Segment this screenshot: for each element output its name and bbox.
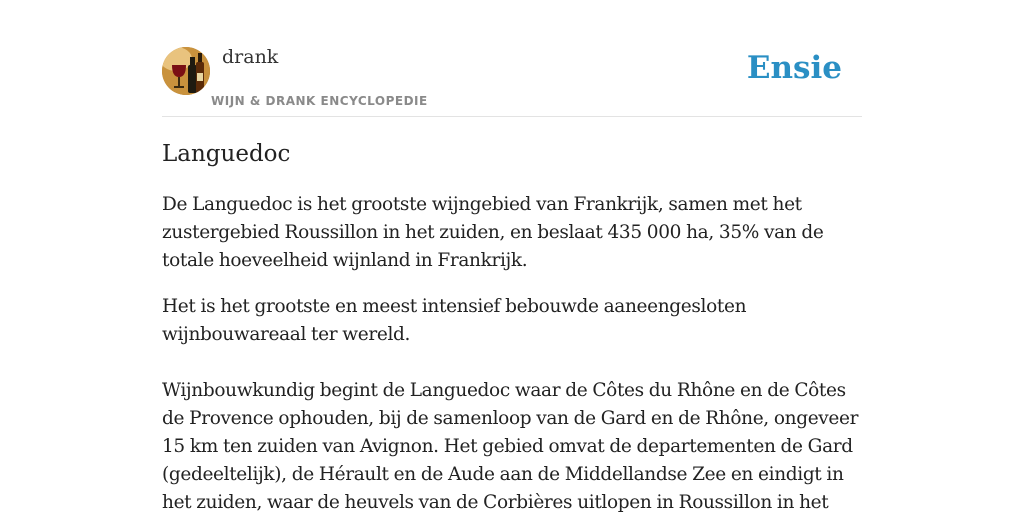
site-subtitle: WIJN & DRANK ENCYCLOPEDIE	[211, 94, 428, 108]
brand-logo-link[interactable]: Ensie	[746, 50, 842, 86]
article	[162, 138, 862, 512]
header	[162, 0, 862, 117]
wine-bottles-icon[interactable]	[162, 47, 210, 95]
article-title: Languedoc	[162, 141, 291, 167]
site-name-link[interactable]: drank	[222, 46, 279, 68]
article-paragraph: Wijnbouwkundig begint de Languedoc waar de Côtes du Rhône en de Côtes de Provence ophouden, bij de samenloop van de Gard en de Rhône, ongeveer 15 km ten zuiden van Avignon. Het gebied omvat de departementen de Gard (gedeeltelijk), de Hérault en de Aude aan de Middellandse Zee en eindigt in het zuiden, waar de heuvels van de Corbières uitlopen in Roussillon in het	[162, 380, 859, 512]
article-paragraph: Het is het grootste en meest intensief bebouwde aaneengesloten wijnbouwareaal ter wereld.	[162, 296, 747, 345]
article-paragraph: De Languedoc is het grootste wijngebied van Frankrijk, samen met het zustergebied Roussillon in het zuiden, en beslaat 435 000 ha, 35% van de totale hoeveelheid wijnland in Frankrijk.	[162, 194, 824, 271]
